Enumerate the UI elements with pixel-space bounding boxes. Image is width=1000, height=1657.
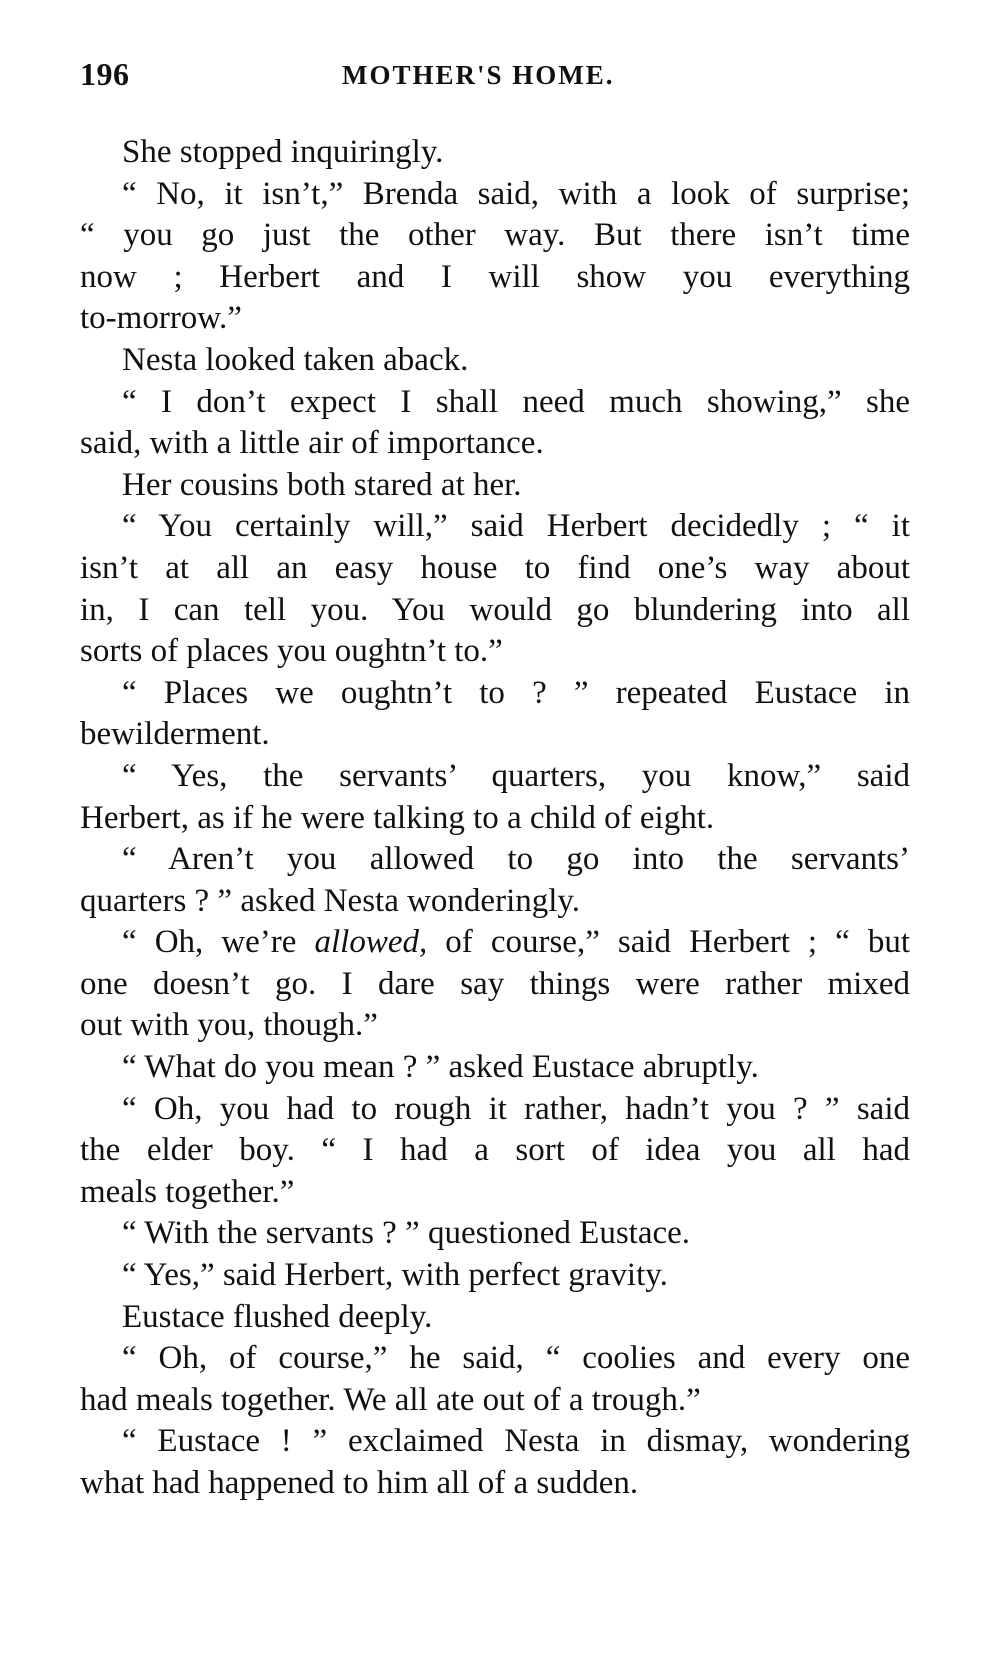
text-line: “ Eustace ! ” exclaimed Nesta in dismay, wondering <box>122 1423 910 1460</box>
paragraph <box>80 1421 910 1504</box>
text-line: “ I don’t expect I shall need much showing,” she <box>122 383 910 420</box>
text-line: “ Places we oughtn’t to ? ” repeated Eustace in <box>122 674 910 711</box>
page-header <box>80 56 910 106</box>
text-line: sorts of places you oughtn’t to.” <box>80 633 503 670</box>
paragraph <box>80 673 910 756</box>
text-line: now ; Herbert and I will show you everything <box>80 258 910 295</box>
text-line: “ What do you mean ? ” asked Eustace abruptly. <box>122 1049 759 1086</box>
running-head: MOTHER'S HOME. <box>342 60 615 90</box>
italic-emphasis: allowed, <box>314 924 428 961</box>
paragraph <box>80 465 910 507</box>
paragraph <box>80 1338 910 1421</box>
text-line: “ you go just the other way. But there isn’t time <box>80 217 910 254</box>
text-line: one doesn’t go. I dare say things were rather mixed <box>80 965 910 1002</box>
text-line: out with you, though.” <box>80 1007 378 1044</box>
text-line: isn’t at all an easy house to find one’s way about <box>80 549 910 586</box>
text-line: what had happened to him all of a sudden. <box>80 1465 639 1501</box>
text-line: “ Oh, of course,” he said, “ coolies and every one <box>122 1340 910 1377</box>
text-line: “ You certainly will,” said Herbert decidedly ; “ it <box>122 508 910 545</box>
paragraph <box>80 1213 910 1255</box>
text-line: in, I can tell you. You would go blundering into all <box>80 591 910 628</box>
text-line: meals together.” <box>80 1173 295 1210</box>
paragraph <box>80 506 910 672</box>
text-line: quarters ? ” asked Nesta wonderingly. <box>80 882 581 919</box>
page-number: 196 <box>80 56 130 92</box>
paragraph <box>80 382 910 465</box>
paragraph <box>80 922 910 1047</box>
paragraph <box>80 1047 910 1089</box>
text-line: Nesta looked taken aback. <box>122 341 469 378</box>
paragraph <box>80 132 910 174</box>
text-line: “ Yes, the servants’ quarters, you know,” said <box>122 757 910 794</box>
paragraph <box>80 1297 910 1339</box>
text-line: “ Oh, you had to rough it rather, hadn’t you ? ” said <box>122 1090 910 1127</box>
text-line: Her cousins both stared at her. <box>122 466 522 503</box>
text-line: “ With the servants ? ” questioned Eustace. <box>122 1215 691 1252</box>
text-line: had meals together. We all ate out of a trough.” <box>80 1381 701 1418</box>
paragraph <box>80 839 910 922</box>
text-line: Herbert, as if he were talking to a child of eight. <box>80 799 715 836</box>
paragraph <box>80 1089 910 1214</box>
text-line: to-morrow.” <box>80 300 242 337</box>
text-line: “ No, it isn’t,” Brenda said, with a look of surprise; <box>122 175 910 212</box>
text-line: Eustace flushed deeply. <box>122 1298 433 1335</box>
paragraph <box>80 1255 910 1297</box>
text-line: She stopped inquiringly. <box>122 134 444 170</box>
text-line: said, with a little air of importance. <box>80 425 544 462</box>
body-text <box>80 132 910 1505</box>
paragraph <box>80 340 910 382</box>
text-line: “ Yes,” said Herbert, with perfect gravity. <box>122 1257 668 1294</box>
paragraph <box>80 174 910 340</box>
paragraph <box>80 756 910 839</box>
text-line: “ Oh, we’re allowed, of course,” said Herbert ; “ but <box>122 924 910 961</box>
text-line: bewilderment. <box>80 716 270 753</box>
text-line: “ Aren’t you allowed to go into the servants’ <box>122 841 910 878</box>
text-line: the elder boy. “ I had a sort of idea you all had <box>80 1132 910 1169</box>
